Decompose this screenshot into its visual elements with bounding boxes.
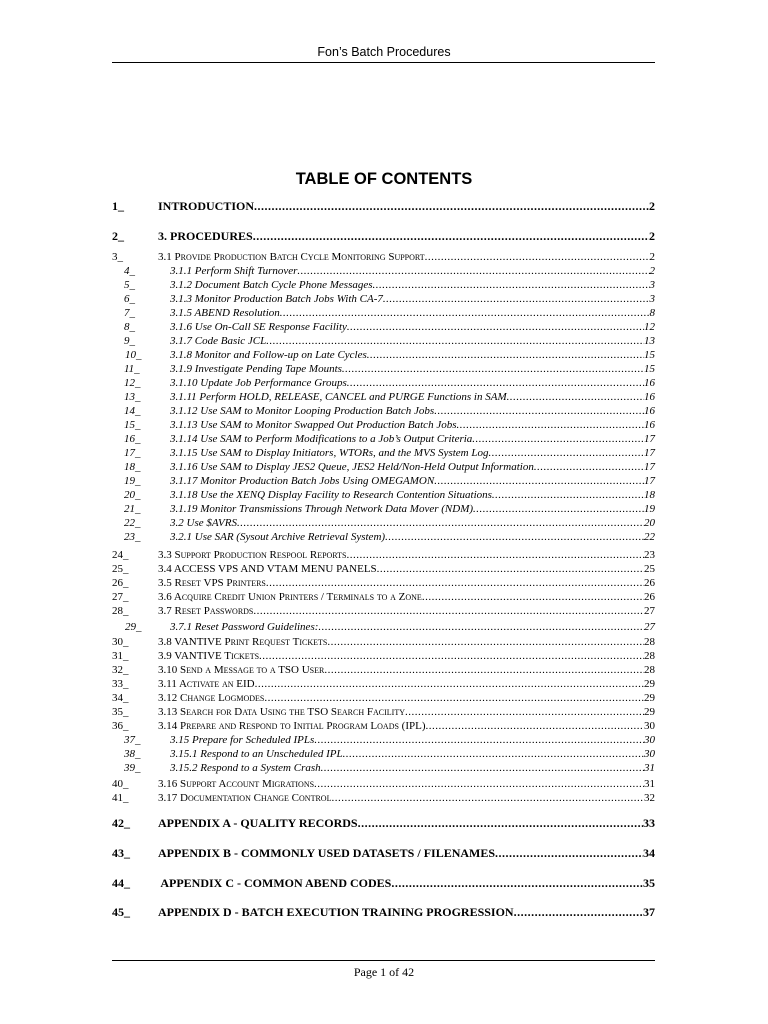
toc-entry-number: 45_ [112, 905, 130, 919]
toc-entry-title: 3.2 Use $AVRS [170, 517, 237, 529]
toc-entry-page: 31 [644, 778, 655, 790]
toc-entry-title: 3.7 Reset Passwords [158, 605, 254, 617]
toc-entry-title: 3.1.10 Update Job Performance Groups [170, 377, 347, 389]
toc-entry-number: 2_ [112, 229, 124, 243]
toc-entry[interactable] [112, 720, 655, 734]
toc-entry-page: 17 [644, 475, 655, 487]
toc-entry[interactable] [112, 335, 655, 349]
toc-entry-title: 3.7.1 Reset Password Guidelines: [170, 621, 319, 633]
dot-leader [327, 636, 644, 648]
dot-leader [347, 549, 645, 561]
dot-leader [347, 321, 644, 333]
dot-leader [534, 461, 644, 473]
toc-entry[interactable] [112, 664, 655, 678]
toc-entry-page: 32 [644, 792, 655, 804]
toc-entry-page: 25 [644, 563, 655, 575]
toc-entry[interactable] [112, 605, 655, 619]
toc-entry-number: 15_ [124, 419, 141, 431]
toc-entry[interactable] [112, 692, 655, 706]
dot-leader [391, 876, 643, 891]
toc-entry-page: 27 [644, 621, 655, 633]
toc-entry-page: 35 [643, 876, 655, 890]
dot-leader [367, 349, 644, 361]
toc-entry-number: 17_ [124, 447, 141, 459]
toc-entry[interactable] [112, 405, 655, 419]
toc-entry-number: 11_ [124, 363, 140, 375]
dot-leader [259, 650, 644, 662]
toc-entry-number: 6_ [124, 293, 135, 305]
toc-entry-number: 28_ [112, 605, 129, 617]
footer-rule [112, 960, 655, 961]
toc-entry-page: 15 [644, 363, 655, 375]
toc-entry-title: 3.12 Change Logmodes [158, 692, 265, 704]
toc-entry-title: 3.1.16 Use SAM to Display JES2 Queue, JES2 Held/Non-Held Output Information [170, 461, 534, 473]
dot-leader [507, 391, 644, 403]
toc-entry-page: 2 [649, 265, 655, 277]
toc-entry-page: 16 [644, 419, 655, 431]
dot-leader [472, 433, 644, 445]
toc-entry-title: 3.1.3 Monitor Production Batch Jobs With CA-7 [170, 293, 383, 305]
toc-entry-title: 3.10 Send a Message to a TSO User [158, 664, 325, 676]
dot-leader [253, 229, 649, 244]
toc-entry[interactable] [112, 489, 655, 503]
toc-entry-page: 17 [644, 461, 655, 473]
toc-entry-title: 3.8 VANTIVE Print Request Tickets [158, 636, 328, 648]
toc-entry[interactable] [112, 517, 655, 531]
toc-entry-page: 2 [649, 199, 655, 213]
toc-entry-title: 3.1.12 Use SAM to Monitor Looping Production Batch Jobs [170, 405, 435, 417]
toc-entry-title: 3.15.1 Respond to an Unscheduled IPL [170, 748, 343, 760]
toc-entry-number: 29_ [125, 621, 142, 633]
dot-leader [383, 293, 650, 305]
dot-leader [343, 748, 644, 760]
dot-leader [425, 251, 650, 263]
toc-entry[interactable] [112, 475, 655, 489]
toc-entry-number: 40_ [112, 778, 129, 790]
toc-entry[interactable] [112, 678, 655, 692]
toc-entry-number: 3_ [112, 251, 123, 263]
toc-entry-page: 30 [644, 734, 655, 746]
toc-entry-number: 38_ [124, 748, 141, 760]
dot-leader [456, 419, 644, 431]
toc-entry[interactable] [112, 792, 655, 806]
toc-entry-page: 31 [644, 762, 655, 774]
toc-entry-number: 26_ [112, 577, 129, 589]
toc-entry[interactable] [112, 734, 655, 748]
toc-entry-title: 3.5 Reset VPS Printers [158, 577, 266, 589]
toc-title: TABLE OF CONTENTS [295, 170, 473, 188]
toc-entry-number: 18_ [124, 461, 141, 473]
toc-entry-title: 3.1.17 Monitor Production Batch Jobs Using OMEGAMON [170, 475, 435, 487]
dot-leader [254, 199, 649, 214]
toc-entry-page: 19 [644, 503, 655, 515]
toc-entry-title: 3.11 Activate an EID [158, 678, 255, 690]
toc-entry-page: 26 [644, 591, 655, 603]
dot-leader [253, 605, 644, 617]
toc-entry-title: APPENDIX A - QUALITY RECORDS [158, 816, 358, 830]
toc-entry-number: 44_ [112, 876, 130, 890]
toc-entry-page: 22 [644, 531, 655, 543]
toc-entry-page: 17 [644, 447, 655, 459]
toc-entry-page: 37 [643, 905, 655, 919]
toc-entry[interactable] [112, 905, 655, 919]
toc-entry-number: 30_ [112, 636, 129, 648]
dot-leader [347, 377, 644, 389]
toc-entry[interactable] [112, 199, 655, 213]
toc-entry[interactable] [112, 349, 655, 363]
dot-leader [255, 678, 644, 690]
toc-entry[interactable] [112, 650, 655, 664]
toc-entry-number: 7_ [124, 307, 135, 319]
toc-entry-page: 30 [644, 720, 655, 732]
toc-entry-title: 3.14 Prepare and Respond to Initial Program Loads (IPL) [158, 720, 426, 732]
toc-entry[interactable] [112, 846, 655, 860]
toc-entry-page: 30 [644, 748, 655, 760]
dot-leader [324, 664, 644, 676]
toc-entry-title: INTRODUCTION [158, 199, 255, 213]
dot-leader [492, 489, 644, 501]
toc-entry-title: 3.9 VANTIVE Tickets [158, 650, 260, 662]
toc-entry-number: 41_ [112, 792, 129, 804]
toc-entry-page: 29 [644, 678, 655, 690]
dot-leader [266, 577, 644, 589]
toc-entry[interactable] [112, 293, 655, 307]
toc-entry-title: 3.4 ACCESS VPS AND VTAM MENU PANELS [158, 563, 377, 575]
dot-leader [314, 734, 644, 746]
toc-entry-title: 3.1 Provide Production Batch Cycle Monitoring Support [158, 251, 425, 263]
toc-entry-number: 22_ [124, 517, 141, 529]
toc-entry-title: 3.1.6 Use On-Call SE Response Facility [170, 321, 347, 333]
toc-entry-title: APPENDIX D - BATCH EXECUTION TRAINING PROGRESSION [158, 905, 514, 919]
dot-leader [377, 563, 644, 575]
toc-entry-title: 3.1.15 Use SAM to Display Initiators, WTORs, and the MVS System Log [170, 447, 489, 459]
dot-leader [422, 591, 644, 603]
dot-leader [434, 475, 644, 487]
toc-entry[interactable] [112, 377, 655, 391]
dot-leader [358, 816, 643, 831]
toc-entry-number: 36_ [112, 720, 129, 732]
toc-entry-page: 33 [643, 816, 655, 830]
dot-leader [280, 307, 650, 319]
page-number: Page 1 of 42 [353, 965, 415, 979]
toc-entry[interactable] [112, 447, 655, 461]
toc-entry-page: 28 [644, 650, 655, 662]
toc-entry[interactable] [112, 279, 655, 293]
toc-entry-page: 12 [644, 321, 655, 333]
toc-entry-page: 8 [649, 307, 655, 319]
dot-leader [331, 792, 644, 804]
toc-entry-page: 13 [644, 335, 655, 347]
toc-entry-page: 16 [644, 377, 655, 389]
toc-entry-title: 3.13 Search for Data Using the TSO Search Facility [158, 706, 405, 718]
toc-entry-number: 8_ [124, 321, 135, 333]
toc-entry[interactable] [112, 816, 655, 830]
toc-entry-number: 31_ [112, 650, 129, 662]
toc-entry-number: 27_ [112, 591, 129, 603]
dot-leader [297, 265, 649, 277]
toc-entry-page: 3 [649, 293, 655, 305]
toc-entry-page: 28 [644, 664, 655, 676]
toc-entry-number: 4_ [124, 265, 135, 277]
toc-entry[interactable] [112, 636, 655, 650]
dot-leader [434, 405, 644, 417]
toc-entry[interactable] [112, 778, 655, 792]
toc-entry-number: 1_ [112, 199, 124, 213]
toc-entry-page: 16 [644, 405, 655, 417]
dot-leader [495, 846, 643, 861]
toc-entry-number: 43_ [112, 846, 130, 860]
toc-entry-number: 16_ [124, 433, 141, 445]
toc-entry-number: 25_ [112, 563, 129, 575]
toc-entry-page: 17 [644, 433, 655, 445]
toc-entry-title: 3.1.1 Perform Shift Turnover [170, 265, 298, 277]
toc-entry-title: 3.1.18 Use the XENQ Display Facility to Research Contention Situations [170, 489, 492, 501]
toc-entry-number: 39_ [124, 762, 141, 774]
toc-entry-title: 3.16 Support Account Migrations [158, 778, 315, 790]
toc-entry-number: 12_ [124, 377, 141, 389]
toc-entry-number: 24_ [112, 549, 129, 561]
toc-entry-title: 3.1.19 Monitor Transmissions Through Network Data Mover (NDM) [170, 503, 474, 515]
dot-leader [514, 905, 643, 920]
toc-entry-title: 3.15 Prepare for Scheduled IPLs [170, 734, 315, 746]
toc-entry-title: APPENDIX B - COMMONLY USED DATASETS / FILENAMES [158, 846, 496, 860]
toc-entry[interactable] [112, 229, 655, 243]
toc-entry-page: 27 [644, 605, 655, 617]
header-rule [112, 62, 655, 63]
toc-entry[interactable] [112, 321, 655, 335]
toc-entry-title: 3.1.8 Monitor and Follow-up on Late Cycles [170, 349, 367, 361]
toc-entry-page: 23 [644, 549, 655, 561]
toc-entry-page: 29 [644, 692, 655, 704]
toc-entry[interactable] [112, 563, 655, 577]
toc-entry[interactable] [112, 419, 655, 433]
toc-entry[interactable] [112, 748, 655, 762]
toc-entry-title: 3.1.5 ABEND Resolution [170, 307, 280, 319]
toc-entry[interactable] [112, 876, 655, 890]
toc-entry[interactable] [112, 762, 655, 776]
toc-entry-page: 2 [649, 229, 655, 243]
toc-entry[interactable] [112, 433, 655, 447]
dot-leader [318, 621, 644, 633]
toc-entry-number: 21_ [124, 503, 141, 515]
dot-leader [266, 335, 644, 347]
dot-leader [264, 692, 644, 704]
toc-entry[interactable] [112, 251, 655, 265]
toc-entry-page: 26 [644, 577, 655, 589]
toc-entry[interactable] [112, 531, 655, 545]
toc-entry-number: 14_ [124, 405, 141, 417]
toc-entry[interactable] [112, 503, 655, 517]
toc-entry[interactable] [112, 577, 655, 591]
toc-entry-number: 20_ [124, 489, 141, 501]
toc-entry[interactable] [112, 591, 655, 605]
toc-entry[interactable] [112, 549, 655, 563]
toc-entry[interactable] [112, 363, 655, 377]
toc-entry-number: 33_ [112, 678, 129, 690]
toc-entry-number: 10_ [125, 349, 142, 361]
toc-entry-title: 3.1.7 Code Basic JCL [170, 335, 267, 347]
toc-entry-number: 23_ [124, 531, 141, 543]
toc-entry-title: 3. PROCEDURES [158, 229, 253, 243]
toc-entry[interactable] [112, 706, 655, 720]
toc-entry[interactable] [112, 265, 655, 279]
toc-entry-page: 34 [643, 846, 655, 860]
toc-entry-title: 3.3 Support Production Respool Reports [158, 549, 347, 561]
toc-entry-number: 9_ [124, 335, 135, 347]
dot-leader [405, 706, 644, 718]
toc-entry-page: 3 [649, 279, 655, 291]
dot-leader [385, 531, 644, 543]
toc-entry-number: 42_ [112, 816, 130, 830]
toc-entry-title: APPENDIX C - COMMON ABEND CODES [158, 876, 392, 890]
toc-entry-page: 28 [644, 636, 655, 648]
dot-leader [426, 720, 645, 732]
toc-entry[interactable] [112, 391, 655, 405]
toc-entry-number: 34_ [112, 692, 129, 704]
toc-entry[interactable] [112, 621, 655, 635]
toc-entry[interactable] [112, 461, 655, 475]
dot-leader [488, 447, 644, 459]
dot-leader [314, 778, 644, 790]
toc-entry-page: 29 [644, 706, 655, 718]
toc-entry-title: 3.1.13 Use SAM to Monitor Swapped Out Production Batch Jobs [170, 419, 457, 431]
toc-entry-title: 3.1.11 Perform HOLD, RELEASE, CANCEL and PURGE Functions in SAM [170, 391, 507, 403]
toc-entry-page: 18 [644, 489, 655, 501]
running-header: Fon’s Batch Procedures [317, 45, 451, 59]
dot-leader [321, 762, 644, 774]
toc-entry-title: 3.17 Documentation Change Control [158, 792, 332, 804]
toc-entry-title: 3.1.14 Use SAM to Perform Modifications to a Job’s Output Criteria [170, 433, 473, 445]
toc-entry-number: 37_ [124, 734, 141, 746]
toc-entry-page: 2 [649, 251, 655, 263]
toc-entry-title: 3.1.2 Document Batch Cycle Phone Messages [170, 279, 373, 291]
toc-entry-title: 3.2.1 Use SAR (Sysout Archive Retrieval System) [170, 531, 386, 543]
toc-entry-page: 15 [644, 349, 655, 361]
dot-leader [237, 517, 644, 529]
toc-entry[interactable] [112, 307, 655, 321]
dot-leader [342, 363, 644, 375]
toc-entry-page: 16 [644, 391, 655, 403]
toc-entry-number: 13_ [124, 391, 141, 403]
toc-entry-title: 3.15.2 Respond to a System Crash [170, 762, 321, 774]
toc-entry-number: 19_ [124, 475, 141, 487]
dot-leader [373, 279, 650, 291]
toc-entry-title: 3.6 Acquire Credit Union Printers / Terminals to a Zone [158, 591, 422, 603]
toc-entry-number: 32_ [112, 664, 129, 676]
toc-entry-number: 5_ [124, 279, 135, 291]
dot-leader [473, 503, 644, 515]
toc-entry-page: 20 [644, 517, 655, 529]
toc-entry-number: 35_ [112, 706, 129, 718]
toc-entry-title: 3.1.9 Investigate Pending Tape Mounts [170, 363, 342, 375]
